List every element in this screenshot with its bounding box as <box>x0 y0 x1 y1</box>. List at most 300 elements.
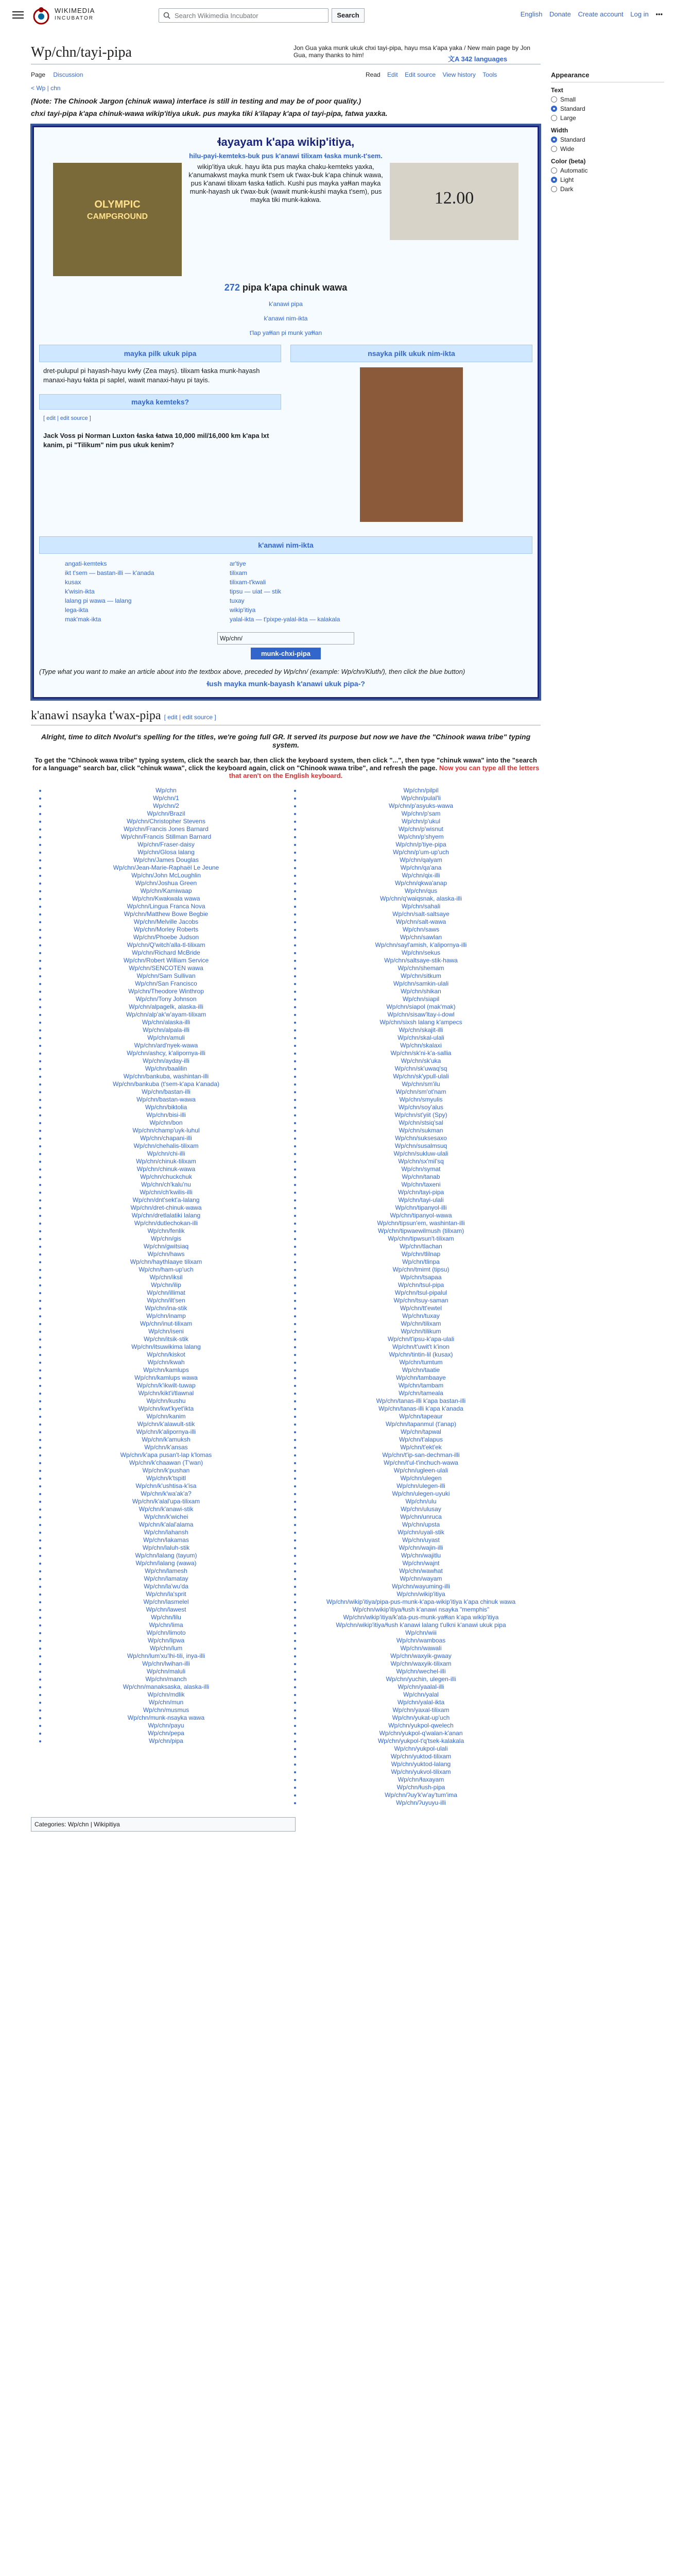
page-list-item[interactable]: • Wp/chn/lalang (wawa) <box>46 1560 286 1567</box>
page-list-item[interactable]: • Wp/chn/Phoebe Judson <box>46 934 286 941</box>
page-list-item[interactable]: • Wp/chn/gwitsiaq <box>46 1243 286 1250</box>
page-list-item[interactable]: • Wp/chn/k'apa pusan't-lap k'lomas <box>46 1451 286 1459</box>
page-list-item[interactable]: • Wp/chn/sukman <box>301 1127 541 1134</box>
page-list-item[interactable]: • Wp/chn/inamp <box>46 1312 286 1320</box>
page-list-item[interactable]: • Wp/chn/tmimt (tipsu) <box>301 1266 541 1274</box>
page-list-item[interactable]: • Wp/chn/sekus <box>301 949 541 957</box>
create-account-link[interactable]: Create account <box>578 10 624 18</box>
category-link[interactable]: tuxay <box>230 597 245 604</box>
page-list-item[interactable]: • Wp/chn/t'uwit't k'inon <box>301 1343 541 1351</box>
page-list-item[interactable]: • Wp/chn/wawhat <box>301 1567 541 1575</box>
page-list-item[interactable]: • Wp/chn/q'waiqsnak, alaska-illi <box>301 895 541 903</box>
page-list-item[interactable]: • Wp/chn/sm'ilu <box>301 1080 541 1088</box>
page-list-item[interactable]: • Wp/chn/sk'ni-k'a-sallia <box>301 1049 541 1057</box>
text-large-option[interactable]: Large <box>551 114 664 122</box>
page-list-item[interactable]: • Wp/chn/tlinpa <box>301 1258 541 1266</box>
page-list-item[interactable]: • Wp/chn/k'ikwilt-tuwap <box>46 1382 286 1389</box>
page-list-item[interactable]: • Wp/chn/dnt'sekt'a-lalang <box>46 1196 286 1204</box>
page-list-item[interactable]: • Wp/chn/p'shyem <box>301 833 541 841</box>
page-list-item[interactable]: • Wp/chn/kanim <box>46 1413 286 1420</box>
breadcrumb[interactable]: < Wp | chn <box>31 84 61 92</box>
page-list-item[interactable]: • Wp/chn/Sam Sullivan <box>46 972 286 980</box>
page-list-item[interactable]: • Wp/chn/saws <box>301 926 541 934</box>
page-list-item[interactable]: • Wp/chn/mun <box>46 1699 286 1706</box>
page-list-item[interactable]: • Wp/chn/sayl'amish, k'alipornya-illi <box>301 941 541 949</box>
category-link[interactable]: tilixam <box>230 569 248 577</box>
page-list-item[interactable]: • Wp/chn <box>46 787 286 794</box>
main-menu-button[interactable] <box>12 9 24 21</box>
category-link[interactable]: tipsu — uiat — stik <box>230 588 282 595</box>
page-list-item[interactable]: • Wp/chn/tipsun'em, washintan-illi <box>301 1219 541 1227</box>
page-list-item[interactable]: • Wp/chn/uyali-stik <box>301 1529 541 1536</box>
page-list-item[interactable]: • Wp/chn/kamlups <box>46 1366 286 1374</box>
page-list-item[interactable]: • Wp/chn/bankuba (t'sem-k'apa k'anada) <box>46 1080 286 1088</box>
category-link[interactable]: ikt t'sem — bastan-illi — k'anada <box>65 569 154 577</box>
page-list-item[interactable]: • Wp/chn/yalal <box>301 1691 541 1699</box>
page-list-item[interactable]: • Wp/chn/upsta <box>301 1521 541 1529</box>
tab-tools[interactable]: Tools <box>482 71 497 78</box>
section-edit-links[interactable]: [ edit | edit source ] <box>164 714 216 721</box>
page-list-item[interactable]: • Wp/chn/yukpol-t'q'tsek-kalakala <box>301 1737 541 1745</box>
welcome-link-1[interactable]: k'anawi pipa <box>269 300 303 308</box>
page-list-item[interactable]: • Wp/chn/ʔuyuyu-illi <box>301 1799 541 1807</box>
page-list-item[interactable]: • Wp/chn/Robert William Service <box>46 957 286 964</box>
page-list-item[interactable]: • Wp/chn/lalang (tayum) <box>46 1552 286 1560</box>
page-list-item[interactable]: • Wp/chn/tipwsun't-tilixam <box>301 1235 541 1243</box>
tab-view-history[interactable]: View history <box>442 71 476 78</box>
language-link[interactable]: English <box>520 10 543 18</box>
page-list-item[interactable]: • Wp/chn/skalaxi <box>301 1042 541 1049</box>
page-list-item[interactable]: • Wp/chn/illimat <box>46 1289 286 1297</box>
page-list-item[interactable]: • Wp/chn/ina-stik <box>46 1304 286 1312</box>
page-list-item[interactable]: • Wp/chn/chuckchuk <box>46 1173 286 1181</box>
page-list-item[interactable]: • Wp/chn/tuxay <box>301 1312 541 1320</box>
page-list-item[interactable]: • Wp/chn/qkwa'anap <box>301 879 541 887</box>
page-list-item[interactable]: • Wp/chn/maluli <box>46 1668 286 1675</box>
page-list-item[interactable]: • Wp/chn/tilixam <box>301 1320 541 1328</box>
page-list-item[interactable]: • Wp/chn/bastan-illi <box>46 1088 286 1096</box>
page-list-item[interactable]: • Wp/chn/bisi-illi <box>46 1111 286 1119</box>
page-list-item[interactable]: • Wp/chn/ulusay <box>301 1505 541 1513</box>
keyboard-help-link[interactable]: ɬush mayka munk-bayash k'anawi ukuk pipa-? <box>206 680 365 688</box>
page-list-item[interactable]: • Wp/chn/t'ipsu-k'apa-ulali <box>301 1335 541 1343</box>
page-list-item[interactable]: • Wp/chn/sk'ypull-ulali <box>301 1073 541 1080</box>
page-list-item[interactable]: • Wp/chn/sawlan <box>301 934 541 941</box>
page-list-item[interactable]: • Wp/chn/yaxal-tilixam <box>301 1706 541 1714</box>
category-link[interactable]: mak'mak-ikta <box>65 616 101 623</box>
page-list-item[interactable]: • Wp/chn/t'ip-san-dechman-illi <box>301 1451 541 1459</box>
page-list-item[interactable]: • Wp/chn/dret-chinuk-wawa <box>46 1204 286 1212</box>
page-list-item[interactable]: • Wp/chn/p'tiye-pipa <box>301 841 541 849</box>
page-list-item[interactable]: • Wp/chn/bastan-wawa <box>46 1096 286 1104</box>
search-button[interactable]: Search <box>332 8 365 23</box>
page-list-item[interactable]: • Wp/chn/Brazil <box>46 810 286 818</box>
page-list-item[interactable]: • Wp/chn/lwihan-illi <box>46 1660 286 1668</box>
page-list-item[interactable]: • Wp/chn/t'alapus <box>301 1436 541 1444</box>
page-list-item[interactable]: • Wp/chn/munk-nsayka wawa <box>46 1714 286 1722</box>
category-link[interactable]: tilixam-t'kwali <box>230 579 266 586</box>
page-list-item[interactable]: • Wp/chn/bankuba, washintan-illi <box>46 1073 286 1080</box>
page-list-item[interactable]: • Wp/chn/Francis Stillman Barnard <box>46 833 286 841</box>
page-list-item[interactable]: • Wp/chn/Theodore Winthrop <box>46 988 286 995</box>
page-list-item[interactable]: • Wp/chn/Glosa lalang <box>46 849 286 856</box>
create-article-input[interactable]: Wp/chn/ <box>217 632 354 645</box>
page-list-item[interactable]: • Wp/chn/k'alawult-stik <box>46 1420 286 1428</box>
page-list-item[interactable]: • Wp/chn/Francis Jones Barnard <box>46 825 286 833</box>
page-list-item[interactable]: • Wp/chn/taatie <box>301 1366 541 1374</box>
page-list-item[interactable]: • Wp/chn/k'wichei <box>46 1513 286 1521</box>
page-list-item[interactable]: • Wp/chn/chinuk-tilixam <box>46 1158 286 1165</box>
page-list-item[interactable]: • Wp/chn/wiii <box>301 1629 541 1637</box>
page-list-item[interactable]: • Wp/chn/mdlik <box>46 1691 286 1699</box>
page-list-item[interactable]: • Wp/chn/p'wisnut <box>301 825 541 833</box>
page-list-item[interactable]: • Wp/chn/chehalis-tilixam <box>46 1142 286 1150</box>
page-list-item[interactable]: • Wp/chn/2 <box>46 802 286 810</box>
page-list-item[interactable]: • Wp/chn/tayi-pipa <box>301 1189 541 1196</box>
featured-book-image[interactable] <box>360 367 463 522</box>
page-list-item[interactable]: • Wp/chn/p'ukul <box>301 818 541 825</box>
category-link[interactable]: ar'tiye <box>230 560 246 567</box>
page-list-item[interactable]: • Wp/chn/qa'ana <box>301 864 541 872</box>
page-list-item[interactable]: • Wp/chn/ugleen-ulali <box>301 1467 541 1475</box>
page-list-item[interactable]: • Wp/chn/tlachan <box>301 1243 541 1250</box>
page-list-item[interactable]: • Wp/chn/lum <box>46 1645 286 1652</box>
page-list-item[interactable]: • Wp/chn/yuktod-lalang <box>301 1760 541 1768</box>
page-list-item[interactable]: • Wp/chn/tsul-pipa <box>301 1281 541 1289</box>
page-list-item[interactable]: • Wp/chn/ulegen <box>301 1475 541 1482</box>
page-list-item[interactable]: • Wp/chn/tipanyol-illi <box>301 1204 541 1212</box>
donate-link[interactable]: Donate <box>549 10 571 18</box>
page-list-item[interactable]: • Wp/chn/alaska-illi <box>46 1019 286 1026</box>
page-list-item[interactable]: • Wp/chn/Matthew Bowe Begbie <box>46 910 286 918</box>
page-list-item[interactable]: • Wp/chn/k'anawi-stik <box>46 1505 286 1513</box>
page-list-item[interactable]: • Wp/chn/wikip'itiya/ɬush k'anawi nsayka "memphis" <box>301 1606 541 1614</box>
category-link[interactable]: kusax <box>65 579 81 586</box>
tab-discussion[interactable]: Discussion <box>53 71 83 78</box>
page-list-item[interactable]: • Wp/chn/tanas-illi k'apa bastan-illi <box>301 1397 541 1405</box>
welcome-link-3[interactable]: t'lap yaɬɬan pi munk yaɬɬan <box>249 329 322 336</box>
page-list-item[interactable]: • Wp/chn/lakamas <box>46 1536 286 1544</box>
page-list-item[interactable]: • Wp/chn/yalal-ikta <box>301 1699 541 1706</box>
page-list-item[interactable]: • Wp/chn/yukpol-ulali <box>301 1745 541 1753</box>
page-list-item[interactable]: • Wp/chn/wikip'itiya/ɬush k'anawi lalang t'ulkni k'anawi ukuk pipa <box>301 1621 541 1629</box>
page-list-item[interactable]: • Wp/chn/haws <box>46 1250 286 1258</box>
tab-edit[interactable]: Edit <box>387 71 398 78</box>
page-list-item[interactable]: • Wp/chn/sisaw'ltay-i-dowl <box>301 1011 541 1019</box>
page-list-item[interactable]: • Wp/chn/manaksaska, alaska-illi <box>46 1683 286 1691</box>
page-list-item[interactable]: • Wp/chn/Q'witch'alla-tl-tilixam <box>46 941 286 949</box>
page-list-item[interactable]: • Wp/chn/laluh-stik <box>46 1544 286 1552</box>
page-list-item[interactable]: • Wp/chn/tambaaye <box>301 1374 541 1382</box>
page-list-item[interactable]: • Wp/chn/champ'uyk-luhul <box>46 1127 286 1134</box>
page-list-item[interactable]: • Wp/chn/SENCOTEN wawa <box>46 964 286 972</box>
page-list-item[interactable]: • Wp/chn/k'wa'ak'a? <box>46 1490 286 1498</box>
welcome-link-2[interactable]: k'anawi nim-ikta <box>264 315 308 322</box>
page-list-item[interactable]: • Wp/chn/sx'mil'sq <box>301 1158 541 1165</box>
tab-page[interactable]: Page <box>31 71 46 78</box>
page-list-item[interactable]: • Wp/chn/John McLoughlin <box>46 872 286 879</box>
page-list-item[interactable]: • Wp/chn/sixsh lalang k'ampecs <box>301 1019 541 1026</box>
page-list-item[interactable]: • Wp/chn/sk'uwaq'sq <box>301 1065 541 1073</box>
page-list-item[interactable]: • Wp/chn/tilikum <box>301 1328 541 1335</box>
page-list-item[interactable]: • Wp/chn/siapol (mak'mak) <box>301 1003 541 1011</box>
page-list-item[interactable]: • Wp/chn/tsuy-saman <box>301 1297 541 1304</box>
page-list-item[interactable]: • Wp/chn/itsuwikima lalang <box>46 1343 286 1351</box>
page-list-item[interactable]: • Wp/chn/Kwakwala wawa <box>46 895 286 903</box>
page-list-item[interactable]: • Wp/chn/James Douglas <box>46 856 286 864</box>
page-list-item[interactable]: • Wp/chn/tapanmul (t'anap) <box>301 1420 541 1428</box>
page-list-item[interactable]: • Wp/chn/Richard McBride <box>46 949 286 957</box>
page-list-item[interactable]: • Wp/chn/ɬush-pipa <box>301 1784 541 1791</box>
page-list-item[interactable]: • Wp/chn/alp'ak'w'ayam-tilixam <box>46 1011 286 1019</box>
page-list-item[interactable]: • Wp/chn/ch'kwilis-illi <box>46 1189 286 1196</box>
page-list-item[interactable]: • Wp/chn/tipwaewilmush (tilixam) <box>301 1227 541 1235</box>
page-list-item[interactable]: • Wp/chn/dutlechokan-illi <box>46 1219 286 1227</box>
page-list-item[interactable]: • Wp/chn/wawali <box>301 1645 541 1652</box>
color-light-option[interactable]: Light <box>551 176 664 183</box>
page-list-item[interactable]: • Wp/chn/lima <box>46 1621 286 1629</box>
tab-read[interactable]: Read <box>366 71 381 78</box>
tab-edit-source[interactable]: Edit source <box>405 71 436 78</box>
page-list-item[interactable]: • Wp/chn/ayday-illi <box>46 1057 286 1065</box>
page-list-item[interactable]: • Wp/chn/k'alal'upa-tilixam <box>46 1498 286 1505</box>
wikimedia-logo-icon[interactable] <box>31 5 51 26</box>
languages-button[interactable]: 文A 342 languages <box>448 55 508 63</box>
page-list-item[interactable]: • Wp/chn/siapil <box>301 995 541 1003</box>
page-list-item[interactable]: • Wp/chn/lamatay <box>46 1575 286 1583</box>
page-list-item[interactable]: • Wp/chn/ɬaxayam <box>301 1776 541 1784</box>
page-list-item[interactable]: • Wp/chn/tipanyol-wawa <box>301 1212 541 1219</box>
page-list-item[interactable]: • Wp/chn/tayi-ulali <box>301 1196 541 1204</box>
page-list-item[interactable]: • Wp/chn/qix-illi <box>301 872 541 879</box>
page-list-item[interactable]: • Wp/chn/shemam <box>301 964 541 972</box>
page-list-item[interactable]: • Wp/chn/kushu <box>46 1397 286 1405</box>
width-standard-option[interactable]: Standard <box>551 136 664 143</box>
text-standard-option[interactable]: Standard <box>551 105 664 112</box>
page-list-item[interactable]: • Wp/chn/sk'uka <box>301 1057 541 1065</box>
page-list-item[interactable]: • Wp/chn/chapani-illi <box>46 1134 286 1142</box>
page-list-item[interactable]: • Wp/chn/manch <box>46 1675 286 1683</box>
page-list-item[interactable]: • Wp/chn/alpala-illi <box>46 1026 286 1034</box>
page-list-item[interactable]: • Wp/chn/smyulis <box>301 1096 541 1104</box>
did-you-know-edit[interactable]: [ edit | edit source ] <box>43 415 91 421</box>
login-link[interactable]: Log in <box>630 10 649 18</box>
page-list-item[interactable]: • Wp/chn/yaalal-illi <box>301 1683 541 1691</box>
page-list-item[interactable]: • Wp/chn/musmus <box>46 1706 286 1714</box>
page-list-item[interactable]: • Wp/chn/qus <box>301 887 541 895</box>
page-list-item[interactable]: • Wp/chn/k'pushan <box>46 1467 286 1475</box>
clock-image[interactable] <box>390 163 519 240</box>
page-list-item[interactable]: • Wp/chn/itsik-stik <box>46 1335 286 1343</box>
page-list-item[interactable]: • Wp/chn/qalyam <box>301 856 541 864</box>
page-list-item[interactable]: • Wp/chn/k'alal'alama <box>46 1521 286 1529</box>
page-list-item[interactable]: • Wp/chn/bon <box>46 1119 286 1127</box>
page-list-item[interactable]: • Wp/chn/wayam <box>301 1575 541 1583</box>
page-list-item[interactable]: • Wp/chn/chinuk-wawa <box>46 1165 286 1173</box>
page-list-item[interactable]: • Wp/chn/lahansh <box>46 1529 286 1536</box>
page-list-item[interactable]: • Wp/chn/p'um-up'uch <box>301 849 541 856</box>
page-list-item[interactable]: • Wp/chn/k'tspitl <box>46 1475 286 1482</box>
page-list-item[interactable]: • Wp/chn/amuli <box>46 1034 286 1042</box>
page-list-item[interactable]: • Wp/chn/wamboas <box>301 1637 541 1645</box>
page-list-item[interactable]: • Wp/chn/iseni <box>46 1328 286 1335</box>
page-list-item[interactable]: • Wp/chn/symat <box>301 1165 541 1173</box>
page-list-item[interactable]: • Wp/chn/pilpil <box>301 787 541 794</box>
page-list-item[interactable]: • Wp/chn/alpagelk, alaska-illi <box>46 1003 286 1011</box>
page-list-item[interactable]: • Wp/chn/tumtum <box>301 1359 541 1366</box>
page-list-item[interactable]: • Wp/chn/ulu <box>301 1498 541 1505</box>
page-list-item[interactable]: • Wp/chn/la'wu'da <box>46 1583 286 1590</box>
page-list-item[interactable]: • Wp/chn/taxeni <box>301 1181 541 1189</box>
page-list-item[interactable]: • Wp/chn/lilu <box>46 1614 286 1621</box>
page-list-item[interactable]: • Wp/chn/yukpol-q'walan-k'anan <box>301 1730 541 1737</box>
page-list-item[interactable]: • Wp/chn/ulegen-illi <box>301 1482 541 1490</box>
category-link[interactable]: angati-kemteks <box>65 560 107 567</box>
page-list-item[interactable]: • Wp/chn/saltsaye-stik-hawa <box>301 957 541 964</box>
page-list-item[interactable]: • Wp/chn/ilip <box>46 1281 286 1289</box>
page-list-item[interactable]: • Wp/chn/sm'ot'nam <box>301 1088 541 1096</box>
page-list-item[interactable]: • Wp/chn/Lingua Franca Nova <box>46 903 286 910</box>
page-list-item[interactable]: • Wp/chn/tanas-illi k'apa k'anada <box>301 1405 541 1413</box>
page-list-item[interactable]: • Wp/chn/pipa <box>46 1737 286 1745</box>
page-list-item[interactable]: • Wp/chn/tsul-pipalul <box>301 1289 541 1297</box>
page-list-item[interactable]: • Wp/chn/tintin-lil (kusax) <box>301 1351 541 1359</box>
page-list-item[interactable]: • Wp/chn/tapwal <box>301 1428 541 1436</box>
page-list-item[interactable]: • Wp/chn/pepa <box>46 1730 286 1737</box>
page-list-item[interactable]: • Wp/chn/p'asyuks-wawa <box>301 802 541 810</box>
category-link[interactable]: yalal-ikta — t'pixpe-yalal-ikta — kalakala <box>230 616 340 623</box>
page-list-item[interactable]: • Wp/chn/tameala <box>301 1389 541 1397</box>
page-list-item[interactable]: • Wp/chn/fenlik <box>46 1227 286 1235</box>
page-list-item[interactable]: • Wp/chn/1 <box>46 794 286 802</box>
page-list-item[interactable]: • Wp/chn/ard'nyek-wawa <box>46 1042 286 1049</box>
page-categories[interactable]: Categories: Wp/chn | Wikipitiya <box>31 1817 296 1832</box>
page-list-item[interactable]: • Wp/chn/uyast <box>301 1536 541 1544</box>
page-list-item[interactable]: • Wp/chn/lasmelel <box>46 1598 286 1606</box>
text-small-option[interactable]: Small <box>551 96 664 103</box>
page-list-item[interactable]: • Wp/chn/suksesaxo <box>301 1134 541 1142</box>
page-list-item[interactable]: • Wp/chn/tapeaur <box>301 1413 541 1420</box>
category-link[interactable]: wikip'itiya <box>230 606 256 614</box>
page-list-item[interactable]: • Wp/chn/kwt'kyet'ikta <box>46 1405 286 1413</box>
color-automatic-option[interactable]: Automatic <box>551 167 664 174</box>
page-list-item[interactable]: • Wp/chn/biktolia <box>46 1104 286 1111</box>
page-list-item[interactable]: • Wp/chn/k'chaawan (T'wan) <box>46 1459 286 1467</box>
campground-sign-image[interactable] <box>53 163 182 276</box>
page-list-item[interactable]: • Wp/chn/yukat-up'uch <box>301 1714 541 1722</box>
page-list-item[interactable]: • Wp/chn/wayuming-illi <box>301 1583 541 1590</box>
page-list-item[interactable]: • Wp/chn/p'sam <box>301 810 541 818</box>
search-input[interactable]: Search Wikimedia Incubator <box>159 8 329 23</box>
page-list-item[interactable]: • Wp/chn/k'ushtisa-k'isa <box>46 1482 286 1490</box>
page-list-item[interactable]: • Wp/chn/San Francisco <box>46 980 286 988</box>
page-list-item[interactable]: • Wp/chn/wikip'itiya <box>301 1590 541 1598</box>
page-list-item[interactable]: • Wp/chn/yuchin, ulegen-illi <box>301 1675 541 1683</box>
category-link[interactable]: lalang pi wawa — lalang <box>65 597 132 604</box>
page-list-item[interactable]: • Wp/chn/Morley Roberts <box>46 926 286 934</box>
page-list-item[interactable]: • Wp/chn/haythlaaye tilixam <box>46 1258 286 1266</box>
page-list-item[interactable]: • Wp/chn/ham-up'uch <box>46 1266 286 1274</box>
page-list-item[interactable]: • Wp/chn/tt'ewtel <box>301 1304 541 1312</box>
page-list-item[interactable]: • Wp/chn/waxyik-gwaay <box>301 1652 541 1660</box>
page-list-item[interactable]: • Wp/chn/kiskot <box>46 1351 286 1359</box>
page-list-item[interactable]: • Wp/chn/Kamiwaap <box>46 887 286 895</box>
page-list-item[interactable]: • Wp/chn/inut-tilixam <box>46 1320 286 1328</box>
page-list-item[interactable]: • Wp/chn/waxyik-tilixam <box>301 1660 541 1668</box>
page-list-item[interactable]: • Wp/chn/wikip'itiya/pipa-pus-munk-k'apa-wikip'itiya k'apa chinuk wawa <box>301 1598 541 1606</box>
page-list-item[interactable]: • Wp/chn/skal-ulali <box>301 1034 541 1042</box>
page-list-item[interactable]: • Wp/chn/Melville Jacobs <box>46 918 286 926</box>
more-options-icon[interactable]: ••• <box>655 10 663 18</box>
page-list-item[interactable]: • Wp/chn/wajnt <box>301 1560 541 1567</box>
page-list-item[interactable]: • Wp/chn/kamlups wawa <box>46 1374 286 1382</box>
page-list-item[interactable]: • Wp/chn/soy'alus <box>301 1104 541 1111</box>
page-list-item[interactable]: • Wp/chn/t'ekt'ek <box>301 1444 541 1451</box>
page-list-item[interactable]: • Wp/chn/tanab <box>301 1173 541 1181</box>
page-list-item[interactable]: • Wp/chn/lawest <box>46 1606 286 1614</box>
page-list-item[interactable]: • Wp/chn/Tony Johnson <box>46 995 286 1003</box>
page-list-item[interactable]: • Wp/chn/salt-wawa <box>301 918 541 926</box>
page-list-item[interactable]: • Wp/chn/stsiq'sal <box>301 1119 541 1127</box>
page-list-item[interactable]: • Wp/chn/ashcy, k'alipornya-illi <box>46 1049 286 1057</box>
page-list-item[interactable]: • Wp/chn/k'alipornya-illi <box>46 1428 286 1436</box>
page-list-item[interactable]: • Wp/chn/tambam <box>301 1382 541 1389</box>
color-dark-option[interactable]: Dark <box>551 185 664 193</box>
page-list-item[interactable]: • Wp/chn/baalilin <box>46 1065 286 1073</box>
page-list-item[interactable]: • Wp/chn/samkin-ulali <box>301 980 541 988</box>
page-list-item[interactable]: • Wp/chn/payu <box>46 1722 286 1730</box>
page-list-item[interactable]: • Wp/chn/iksil <box>46 1274 286 1281</box>
page-list-item[interactable]: • Wp/chn/Jean-Marie-Raphaël Le Jeune <box>46 864 286 872</box>
page-list-item[interactable]: • Wp/chn/k'ansas <box>46 1444 286 1451</box>
page-list-item[interactable]: • Wp/chn/sukluw-ulali <box>301 1150 541 1158</box>
page-list-item[interactable]: • Wp/chn/st'yiit (Spy) <box>301 1111 541 1119</box>
page-list-item[interactable]: • Wp/chn/wechel-illi <box>301 1668 541 1675</box>
page-list-item[interactable]: • Wp/chn/la'sprit <box>46 1590 286 1598</box>
page-list-item[interactable]: • Wp/chn/lipwa <box>46 1637 286 1645</box>
page-list-item[interactable]: • Wp/chn/tsapaa <box>301 1274 541 1281</box>
page-list-item[interactable]: • Wp/chn/lum'xu'lhi-tili, inya-illi <box>46 1652 286 1660</box>
page-list-item[interactable]: • Wp/chn/wikip'itiya/k'ata-pus-munk-yaɬɬan k'apa wikip'itiya <box>301 1614 541 1621</box>
page-list-item[interactable]: • Wp/chn/k'amuksh <box>46 1436 286 1444</box>
page-list-item[interactable]: • Wp/chn/gis <box>46 1235 286 1243</box>
page-list-item[interactable]: • Wp/chn/chi-illi <box>46 1150 286 1158</box>
page-list-item[interactable]: • Wp/chn/ch'kalu'nu <box>46 1181 286 1189</box>
page-list-item[interactable]: • Wp/chn/sitkum <box>301 972 541 980</box>
page-list-item[interactable]: • Wp/chn/unruca <box>301 1513 541 1521</box>
page-list-item[interactable]: • Wp/chn/pulal'li <box>301 794 541 802</box>
page-list-item[interactable]: • Wp/chn/Fraser-daisy <box>46 841 286 849</box>
page-list-item[interactable]: • Wp/chn/Christopher Stevens <box>46 818 286 825</box>
page-list-item[interactable]: • Wp/chn/limoto <box>46 1629 286 1637</box>
page-list-item[interactable]: • Wp/chn/kwah <box>46 1359 286 1366</box>
page-list-item[interactable]: • Wp/chn/Joshua Green <box>46 879 286 887</box>
page-list-item[interactable]: • Wp/chn/wajin-illi <box>301 1544 541 1552</box>
page-list-item[interactable]: • Wp/chn/t'ul-t'inchuch-wawa <box>301 1459 541 1467</box>
page-list-item[interactable]: • Wp/chn/susalmsuq <box>301 1142 541 1150</box>
create-article-button[interactable]: munk-chxi-pipa <box>251 648 321 659</box>
page-list-item[interactable]: • Wp/chn/tlilnap <box>301 1250 541 1258</box>
page-list-item[interactable]: • Wp/chn/yukvol-tilixam <box>301 1768 541 1776</box>
width-wide-option[interactable]: Wide <box>551 145 664 152</box>
category-link[interactable]: lega-ikta <box>65 606 89 614</box>
page-list-item[interactable]: • Wp/chn/salt-saltsaye <box>301 910 541 918</box>
page-list-item[interactable]: • Wp/chn/sahali <box>301 903 541 910</box>
page-list-item[interactable]: • Wp/chn/shikan <box>301 988 541 995</box>
page-list-item[interactable]: • Wp/chn/lamesh <box>46 1567 286 1575</box>
page-list-item[interactable]: • Wp/chn/ʔuy'k'w'ay'tum'ima <box>301 1791 541 1799</box>
page-list-item[interactable]: • Wp/chn/ulegen-uyuki <box>301 1490 541 1498</box>
